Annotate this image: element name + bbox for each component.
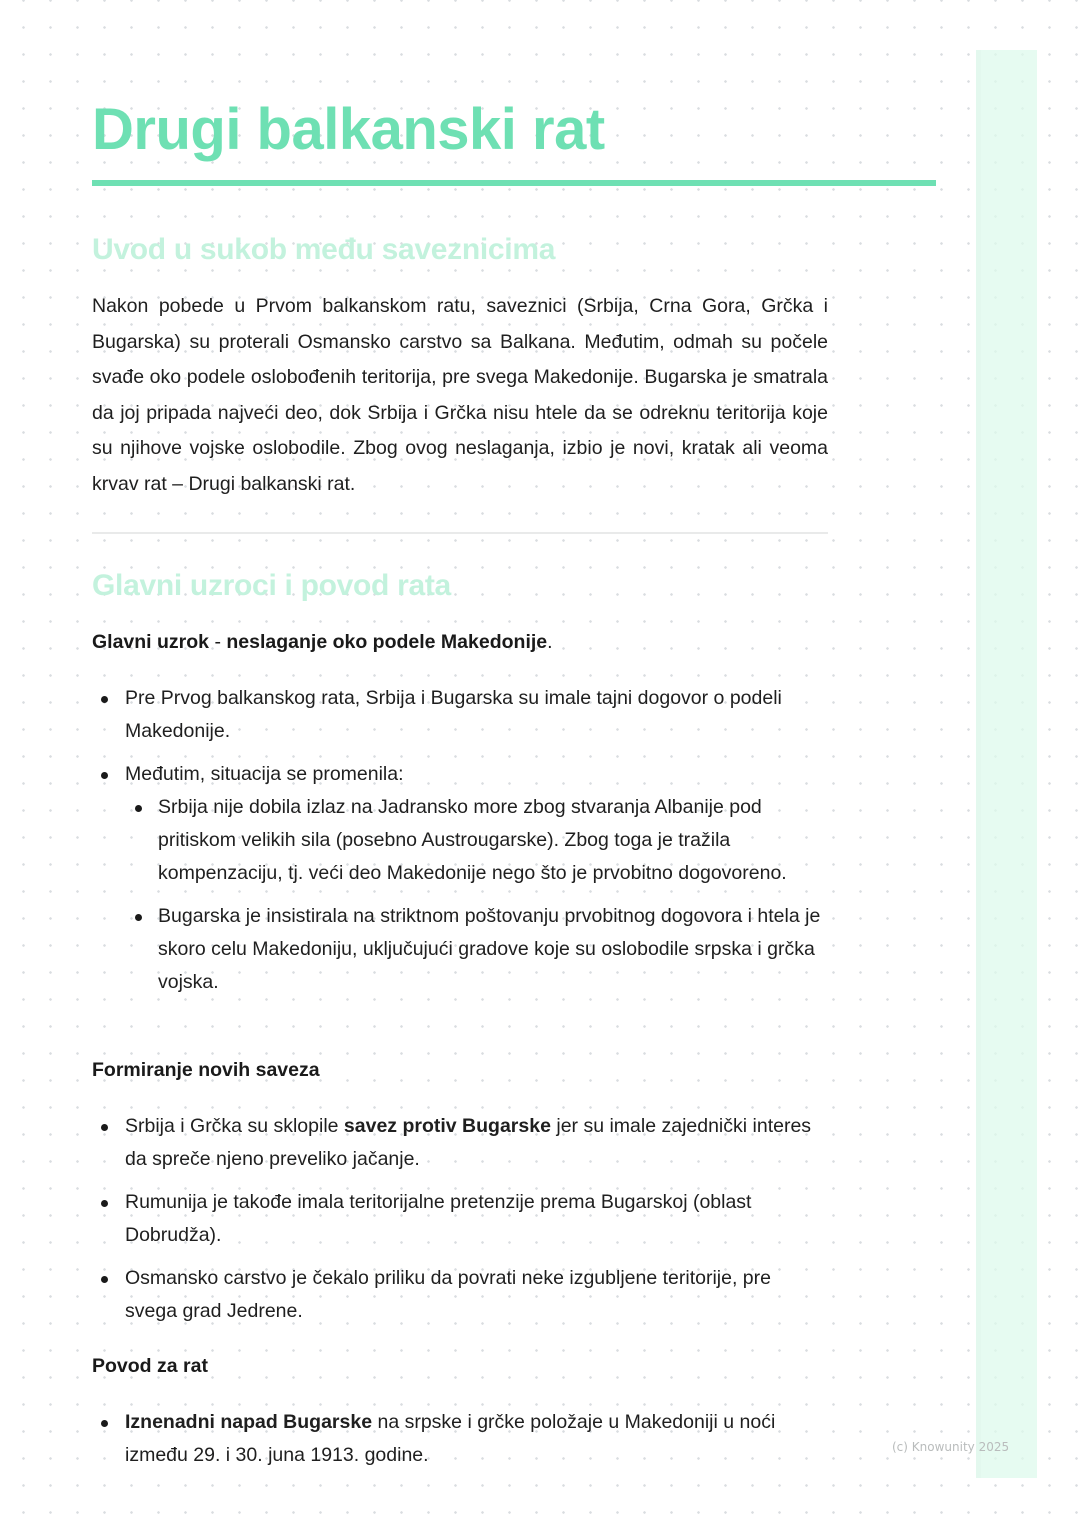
pretext-heading-text: Povod za rat xyxy=(92,1355,208,1377)
pretext-heading xyxy=(92,1350,208,1383)
list-item xyxy=(92,1406,828,1472)
section-heading-intro: Uvod u sukob među saveznicima xyxy=(92,233,556,266)
list-item-text: na srpske i grčke položaje u Makedoniji u noći između 29. i 30. juna 1913. godine. xyxy=(125,1411,776,1466)
copyright-footer: (c) Knowunity 2025 xyxy=(892,1440,1010,1454)
list-item: Pre Prvog balkanskog rata, Srbija i Bugarska su imale tajni dogovor o podeli Makedonije. xyxy=(92,682,828,748)
main-cause-line xyxy=(92,626,553,659)
list-item-text: Međutim, situacija se promenila: xyxy=(125,763,404,785)
section-heading-causes: Glavni uzroci i povod rata xyxy=(92,569,451,602)
list-item-bold: savez protiv Bugarske xyxy=(343,1115,551,1137)
page-title: Drugi balkanski rat xyxy=(92,97,605,162)
list-item xyxy=(92,758,828,999)
main-cause-period: . xyxy=(547,631,553,653)
pretext-list xyxy=(92,1406,828,1472)
list-item-text: jer su imale zajednički interes da spreče njeno preveliko jačanje. xyxy=(125,1115,812,1170)
list-item-text: Rumunija je takođe imala teritorijalne pretenzije prema Bugarskoj (oblast Dobrudža). xyxy=(125,1191,752,1246)
main-cause-text: neslaganje oko podele Makedonije xyxy=(226,631,548,653)
intro-paragraph: Nakon pobede u Prvom balkanskom ratu, saveznici (Srbija, Crna Gora, Grčka i Bugarska) su proterali Osmansko carstvo sa Balkana. Međutim, odmah su počele svađe oko podele oslobođenih teritorija, pre svega Makedonije. Bugarska je smatrala da joj pripada najveći deo, dok Srbija i Grčka nisu htele da se odreknu teritorija koje su njihove vojske oslobodile. Zbog ovog neslaganja, izbio je novi, kratak ali veoma krvav rat – Drugi balkanski rat. xyxy=(92,295,828,495)
side-strip xyxy=(976,50,1037,1478)
title-underline xyxy=(92,180,936,186)
sub-list-item: Bugarska je insistirala na striktnom poštovanju prvobitnog dogovora i htela je skoro celu Makedoniju, uključujući gradove koje su oslobodile srpska i grčka vojska. xyxy=(125,900,828,999)
main-cause-separator: - xyxy=(209,631,227,653)
list-item xyxy=(92,1262,828,1328)
sub-list-item: Srbija nije dobila izlaz na Jadransko more zbog stvaranja Albanije pod pritiskom velikih sila (posebno Austrougarske). Zbog toga je tražila kompenzaciju, tj. veći deo Makedonije nego što je prvobitno dogovoreno. xyxy=(125,791,828,890)
list-item xyxy=(92,1110,828,1176)
causes-list xyxy=(92,682,828,999)
alliances-heading-text: Formiranje novih saveza xyxy=(92,1059,320,1081)
section-divider xyxy=(92,532,828,534)
list-item-text: Osmansko carstvo je čekalo priliku da povrati neke izgubljene teritorije, pre svega grad Jedrene. xyxy=(125,1267,771,1322)
main-cause-label: Glavni uzrok xyxy=(92,631,210,653)
list-item-text: Srbija i Grčka su sklopile xyxy=(125,1115,344,1137)
alliances-list xyxy=(92,1110,828,1328)
list-item xyxy=(92,1186,828,1252)
causes-sublist xyxy=(125,791,828,999)
alliances-heading xyxy=(92,1054,320,1087)
list-item-bold: Iznenadni napad Bugarske xyxy=(125,1411,373,1433)
